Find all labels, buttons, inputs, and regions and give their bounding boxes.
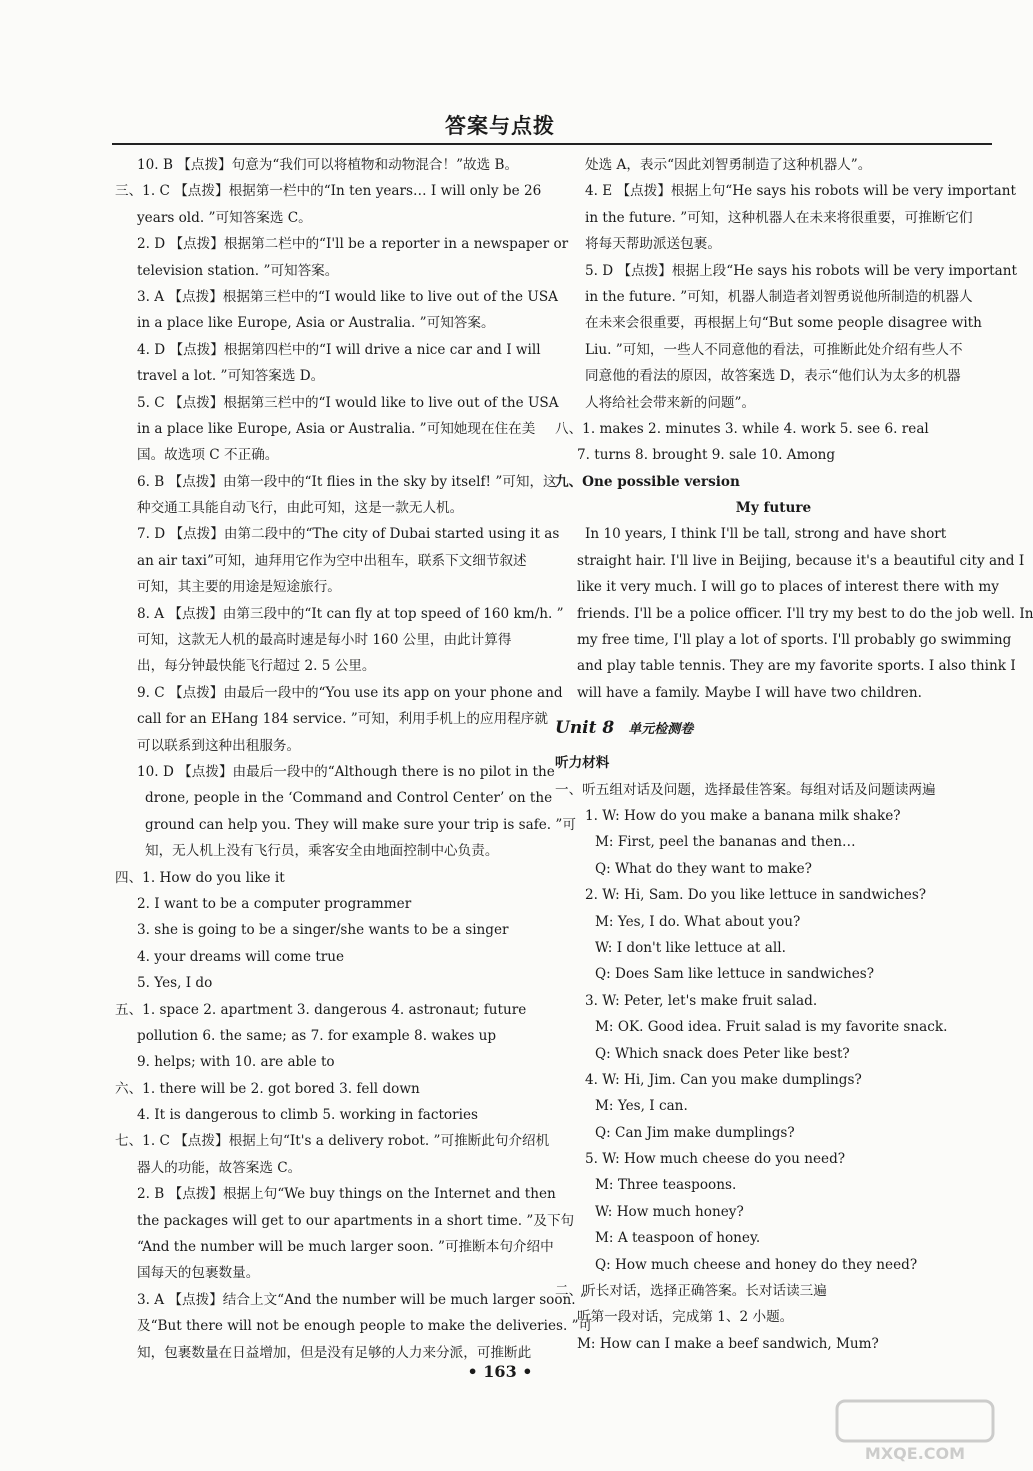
text-line: my free time, I'll play a lot of sports. I'll probably go swimming (577, 632, 1012, 649)
unit-title: Unit 8 (555, 718, 615, 739)
text-line: in a place like Europe, Asia or Australia. ”可知她现在住在美 (137, 420, 536, 437)
text-line: 2. I want to be a computer programmer (137, 895, 412, 912)
text-line: M: How can I make a beef sandwich, Mum? (577, 1335, 879, 1352)
text-line: 器人的功能，故答案选 C。 (137, 1159, 302, 1176)
text-line: My future (735, 500, 812, 517)
text-line: will have a family. Maybe I will have two children. (577, 684, 922, 701)
text-line: 国。故选项 C 不正确。 (137, 447, 279, 464)
text-line: 2. D 【点拨】根据第二栏中的“I'll be a reporter in a newspaper or (137, 236, 569, 253)
text-line: 二、听长对话，选择正确答案。长对话读三遍 (555, 1283, 827, 1300)
text-line: 9. helps; with 10. are able to (137, 1054, 335, 1071)
text-line: 10. D 【点拨】由最后一段中的“Although there is no pilot in the (137, 763, 555, 780)
answers-continued (555, 152, 1033, 706)
text-line: 3. W: Peter, let's make fruit salad. (585, 992, 818, 1009)
text-line: 7. turns 8. brought 9. sale 10. Among (577, 447, 836, 464)
text-line: 四、1. How do you like it (115, 869, 285, 886)
text-line: 2. W: Hi, Sam. Do you like lettuce in sandwiches? (585, 887, 927, 904)
text-line: Q: What do they want to make? (595, 860, 812, 877)
text-line: 5. C 【点拨】根据第三栏中的“I would like to live out of the USA (137, 394, 559, 411)
text-line: 4. It is dangerous to climb 5. working in factories (137, 1107, 478, 1124)
text-line: in a place like Europe, Asia or Australia. ”可知答案。 (137, 315, 495, 332)
unit-subtitle: 单元检测卷 (628, 722, 694, 738)
text-line: television station. ”可知答案。 (137, 262, 339, 279)
text-line: 九、One possible version (555, 473, 740, 490)
text-line: 知，包裹数量在日益增加，但是没有足够的人力来分派，可推断此 (137, 1344, 532, 1361)
listening-material (555, 750, 992, 1357)
page-number: • 163 • (467, 1362, 533, 1381)
text-line: M: A teaspoon of honey. (595, 1230, 761, 1247)
text-line: M: Yes, I can. (595, 1098, 688, 1115)
text-line: 在未来会很重要，再根据上句“But some people disagree with (585, 315, 982, 332)
text-line: W: I don't like lettuce at all. (595, 939, 786, 956)
text-line: 三、1. C 【点拨】根据第一栏中的“In ten years… I will only be 26 (115, 183, 542, 200)
text-line: straight hair. I'll live in Beijing, because it's a beautiful city and I (577, 552, 1025, 569)
text-line: Q: Which snack does Peter like best? (595, 1045, 850, 1062)
text-line: 国每天的包裹数量。 (137, 1265, 260, 1282)
text-line: 五、1. space 2. apartment 3. dangerous 4. astronaut; future (115, 1001, 527, 1018)
text-line: 知，无人机上没有飞行员，乘客安全由地面控制中心负责。 (145, 843, 499, 860)
watermark-text: MXQE.COM (864, 1444, 966, 1463)
text-line: 3. she is going to be a singer/she wants to be a singer (137, 922, 509, 939)
header-rule (112, 143, 992, 145)
text-line: drone, people in the ‘Command and Control Center’ on the (145, 790, 553, 807)
text-line: 及“But there will not be enough people to make the deliveries. ”可 (137, 1318, 593, 1335)
text-line: Q: How much cheese and honey do they need? (595, 1256, 918, 1273)
page-header-title: 答案与点拨 (445, 114, 555, 138)
text-line: M: Yes, I do. What about you? (595, 913, 801, 930)
text-line: 4. D 【点拨】根据第四栏中的“I will drive a nice car and I will (137, 341, 541, 358)
text-line: 可以联系到这种出租服务。 (137, 737, 301, 754)
text-line: Q: Can Jim make dumplings? (595, 1124, 795, 1141)
text-line: 4. W: Hi, Jim. Can you make dumplings? (585, 1071, 862, 1088)
text-line: years old. ”可知答案选 C。 (137, 209, 312, 226)
text-line: 5. Yes, I do (137, 975, 213, 992)
text-line: 3. A 【点拨】根据第三栏中的“I would like to live out of the USA (137, 288, 558, 305)
text-line: 同意他的看法的原因，故答案选 D，表示“他们认为太多的机器 (585, 368, 961, 385)
text-line: 6. B 【点拨】由第一段中的“It flies in the sky by itself! ”可知，这 (137, 473, 557, 490)
text-line: and play table tennis. They are my favorite sports. I also think I (577, 658, 1016, 675)
right-column (555, 152, 1033, 1357)
text-line: ground can help you. They will make sure your trip is safe. ”可 (145, 816, 576, 833)
text-line: 可知，其主要的用途是短途旅行。 (137, 579, 341, 596)
text-line: pollution 6. the same; as 7. for example 8. wakes up (137, 1027, 497, 1044)
text-line: like it very much. I will go to places of interest there with my (577, 579, 999, 596)
unit-heading (555, 706, 992, 750)
text-line: W: How much honey? (595, 1203, 744, 1220)
text-line: “And the number will be much larger soon. ”可推断本句介绍中 (137, 1239, 554, 1256)
text-line: 可知，这款无人机的最高时速是每小时 160 公里，由此计算得 (137, 632, 512, 649)
text-line: 5. D 【点拨】根据上段“He says his robots will be very important (585, 262, 1017, 279)
text-line: 人将给社会带来新的问题”。 (585, 394, 756, 411)
text-line: Q: Does Sam like lettuce in sandwiches? (595, 966, 875, 983)
text-line: 将每天帮助派送包裹。 (585, 236, 721, 253)
text-line: 9. C 【点拨】由最后一段中的“You use its app on your phone and (137, 684, 563, 701)
text-line: 一、听五组对话及问题，选择最佳答案。每组对话及问题读两遍 (555, 781, 936, 798)
text-line: 4. E 【点拨】根据上句“He says his robots will be very important (585, 183, 1016, 200)
text-line: 六、1. there will be 2. got bored 3. fell down (115, 1080, 420, 1097)
text-line: 出，每分钟最快能飞行超过 2. 5 公里。 (137, 658, 376, 675)
text-line: 8. A 【点拨】由第三段中的“It can fly at top speed of 160 km/h. ” (137, 605, 564, 622)
text-line: 2. B 【点拨】根据上句“We buy things on the Internet and then (137, 1186, 556, 1203)
text-line: friends. I'll be a police officer. I'll try my best to do the job well. In (577, 605, 1033, 622)
text-line: the packages will get to our apartments in a short time. ”及下句 (137, 1212, 575, 1229)
text-line: In 10 years, I think I'll be tall, strong and have short (585, 526, 947, 543)
text-line: 听力材料 (555, 755, 610, 772)
text-line: an air taxi”可知，迪拜用它作为空中出租车，联系下文细节叙述 (137, 552, 527, 569)
text-line: call for an EHang 184 service. ”可知，利用手机上的应用程序就 (137, 711, 548, 728)
text-line: 1. W: How do you make a banana milk shake? (585, 807, 901, 824)
text-line: Liu. ”可知，一些人不同意他的看法，可推断此处介绍有些人不 (585, 341, 963, 358)
text-line: 七、1. C 【点拨】根据上句“It's a delivery robot. ”可推断此句介绍机 (115, 1133, 550, 1150)
text-line: 听第一段对话，完成第 1、2 小题。 (577, 1309, 794, 1326)
watermark-logo (835, 1395, 995, 1465)
text-line: M: First, peel the bananas and then… (595, 834, 856, 851)
text-line: M: Three teaspoons. (595, 1177, 737, 1194)
text-line: 八、1. makes 2. minutes 3. while 4. work 5. see 6. real (555, 420, 929, 437)
text-line: 5. W: How much cheese do you need? (585, 1151, 846, 1168)
text-line: 4. your dreams will come true (137, 948, 345, 965)
text-line: 3. A 【点拨】结合上文“And the number will be much larger soon. ” (137, 1291, 587, 1308)
text-line: in the future. ”可知，机器人制造者刘智勇说他所制造的机器人 (585, 288, 973, 305)
text-line: 处选 A，表示“因此刘智勇制造了这种机器人”。 (585, 157, 872, 173)
text-line: 10. B 【点拨】句意为“我们可以将植物和动物混合！”故选 B。 (137, 157, 519, 173)
text-line: M: OK. Good idea. Fruit salad is my favorite snack. (595, 1019, 948, 1036)
text-line: in the future. ”可知，这种机器人在未来将很重要，可推断它们 (585, 209, 973, 226)
text-line: 种交通工具能自动飞行，由此可知，这是一款无人机。 (137, 500, 464, 517)
text-line: 7. D 【点拨】由第二段中的“The city of Dubai started using it as (137, 526, 560, 543)
text-line: travel a lot. ”可知答案选 D。 (137, 368, 325, 385)
